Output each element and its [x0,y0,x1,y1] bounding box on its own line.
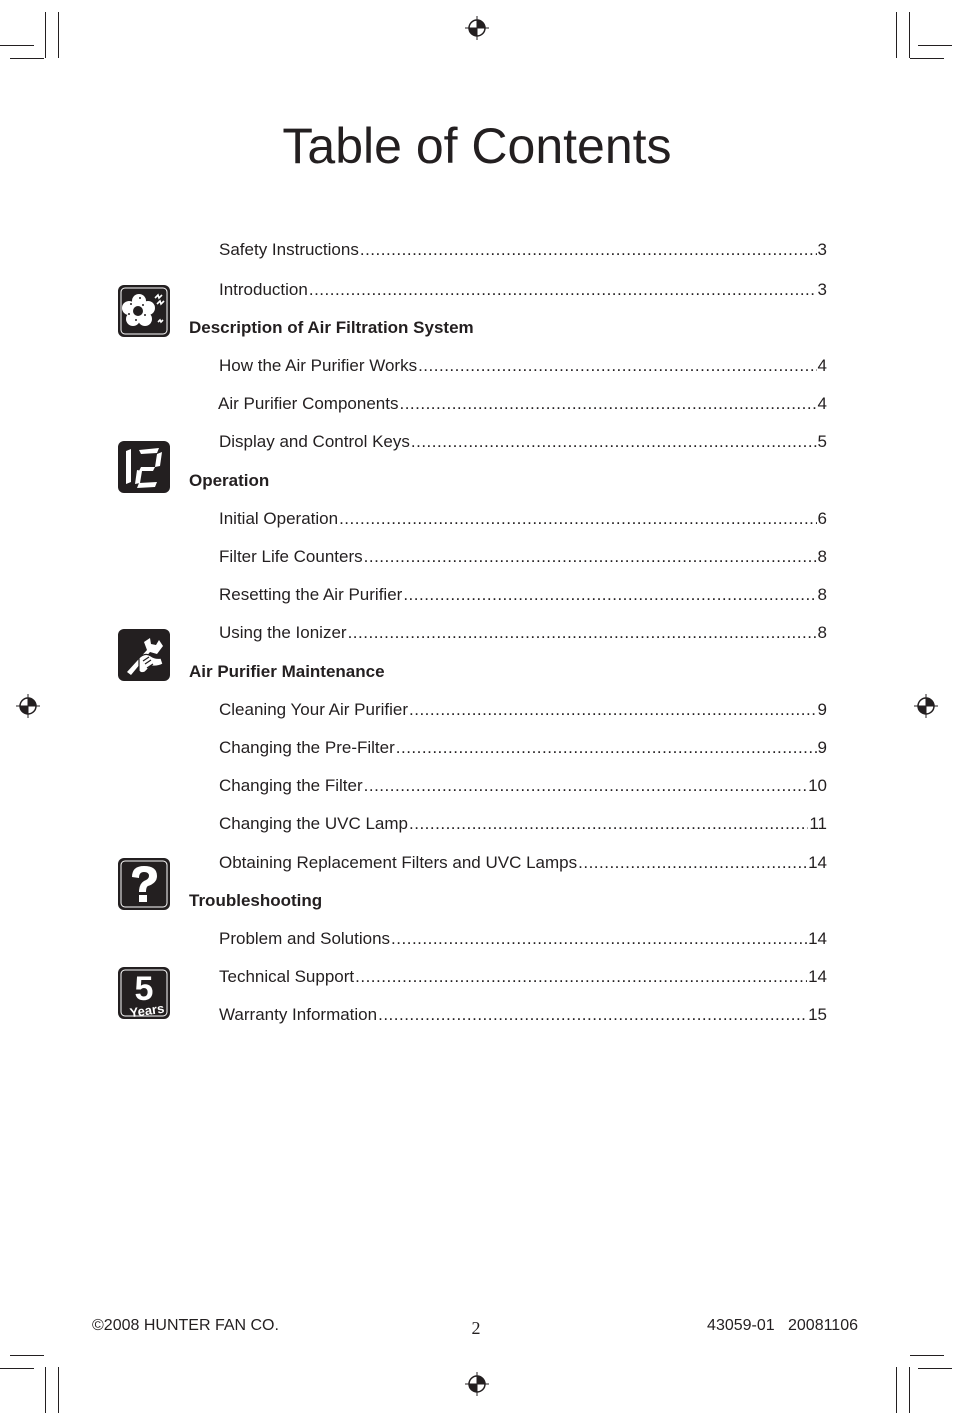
toc-page-number: 10 [808,776,827,795]
toc-entry[interactable] [219,774,827,798]
toc-entry-label: Problem and Solutions [219,929,391,948]
toc-entry[interactable] [219,851,827,875]
toc-leader-dots [409,812,808,836]
toc-entry-label: Display and Control Keys [219,432,410,451]
crop-mark [45,12,46,58]
registration-mark-icon [465,16,489,40]
toc-entry-label: Resetting the Air Purifier [219,585,403,604]
toc-leader-dots [418,354,816,378]
toc-page-number: 8 [817,623,827,642]
five-years-icon-text: Years [128,1000,166,1020]
toc-page-number: 15 [808,1005,827,1024]
toc-entry-label: Cleaning Your Air Purifier [219,700,409,719]
toc-leader-dots [411,430,817,454]
page-title: Table of Contents [282,118,672,174]
toc-entry-label: Obtaining Replacement Filters and UVC Lamps [219,853,578,872]
section-heading: Air Purifier Maintenance [189,662,385,681]
toc-leader-dots [378,1003,807,1027]
toc-leader-dots [399,392,816,416]
air-flower-icon [117,284,171,338]
toc-leader-dots [309,278,817,302]
five-years-icon-number: 5 [134,970,154,1008]
toc-entry-label: How the Air Purifier Works [219,356,418,375]
toc-entry-label: Changing the Filter [219,776,363,795]
crop-mark [0,1368,34,1369]
crop-mark [10,58,44,59]
toc-entry[interactable] [218,392,827,416]
toc-entry-label: Warranty Information [219,1005,378,1024]
toc-page-number: 14 [808,929,827,948]
section-heading: Description of Air Filtration System [189,318,474,337]
toc-leader-dots [396,736,817,760]
crop-mark [45,1367,46,1413]
toc-entry-label: Initial Operation [219,509,339,528]
toc-leader-dots [364,774,807,798]
toc-entry[interactable] [219,812,827,836]
footer-page-number: 2 [471,1318,481,1338]
wrench-hand-icon [117,628,171,682]
section-heading: Troubleshooting [189,891,323,910]
toc-page-number: 4 [817,394,827,413]
toc-leader-dots [355,965,807,989]
crop-mark [10,1355,44,1356]
toc-leader-dots [409,698,817,722]
footer-copyright: ©2008 HUNTER FAN CO. [92,1317,279,1334]
toc-entry-label: Introduction [219,280,308,299]
toc-entry-label: Changing the UVC Lamp [219,814,409,833]
toc-entry-label: Safety Instructions [219,240,359,259]
crop-mark [896,1367,897,1413]
crop-mark [910,1355,944,1356]
toc-entry[interactable] [219,545,827,569]
toc-page-number: 3 [817,240,827,259]
toc-page-number: 9 [817,700,827,719]
crop-mark [0,45,34,46]
crop-mark [909,1367,910,1413]
toc-entry[interactable] [219,507,827,531]
toc-page-number: 8 [817,585,827,604]
toc-page-number: 6 [817,509,827,528]
toc-leader-dots [348,621,817,645]
crop-mark [909,12,910,58]
toc-leader-dots [364,545,817,569]
toc-page-number: 9 [817,738,827,757]
toc-leader-dots [339,507,816,531]
toc-entry-label: Technical Support [219,967,355,986]
toc-leader-dots [403,583,816,607]
digital-display-icon [117,440,171,494]
toc-entry[interactable] [219,965,827,989]
crop-mark [910,58,944,59]
toc-entry[interactable] [219,278,827,302]
toc-page-number: 8 [817,547,827,566]
toc-entry[interactable] [219,583,827,607]
crop-mark [58,1367,59,1413]
toc-entry[interactable] [219,354,827,378]
question-mark-icon [117,857,171,911]
toc-page-number: 5 [817,432,827,451]
toc-entry-label: Air Purifier Components [218,394,399,413]
registration-mark-icon [465,1372,489,1396]
toc-leader-dots [578,851,807,875]
crop-mark [918,45,952,46]
toc-entry-label: Filter Life Counters [219,547,363,566]
registration-mark-icon [16,694,40,718]
toc-entry[interactable] [219,430,827,454]
toc-page-number: 4 [817,356,827,375]
toc-entry-label: Using the Ionizer [219,623,347,642]
crop-mark [58,12,59,58]
toc-entry[interactable] [219,621,827,645]
toc-page-number: 14 [808,967,827,986]
crop-mark [918,1368,952,1369]
section-heading: Operation [189,471,270,490]
footer-part-number: 43059-01 20081106 [707,1317,858,1334]
toc-entry-label: Changing the Pre-Filter [219,738,395,757]
toc-page-number: 11 [809,814,827,833]
five-years-icon [117,966,171,1020]
toc-entry[interactable] [219,698,827,722]
toc-entry[interactable] [219,238,827,262]
toc-leader-dots [360,238,817,262]
registration-mark-icon [914,694,938,718]
toc-entry[interactable] [219,1003,827,1027]
crop-mark [896,12,897,58]
toc-entry[interactable] [219,927,827,951]
toc-entry[interactable] [219,736,827,760]
toc-leader-dots [391,927,807,951]
toc-page-number: 3 [817,280,827,299]
toc-page-number: 14 [808,853,827,872]
